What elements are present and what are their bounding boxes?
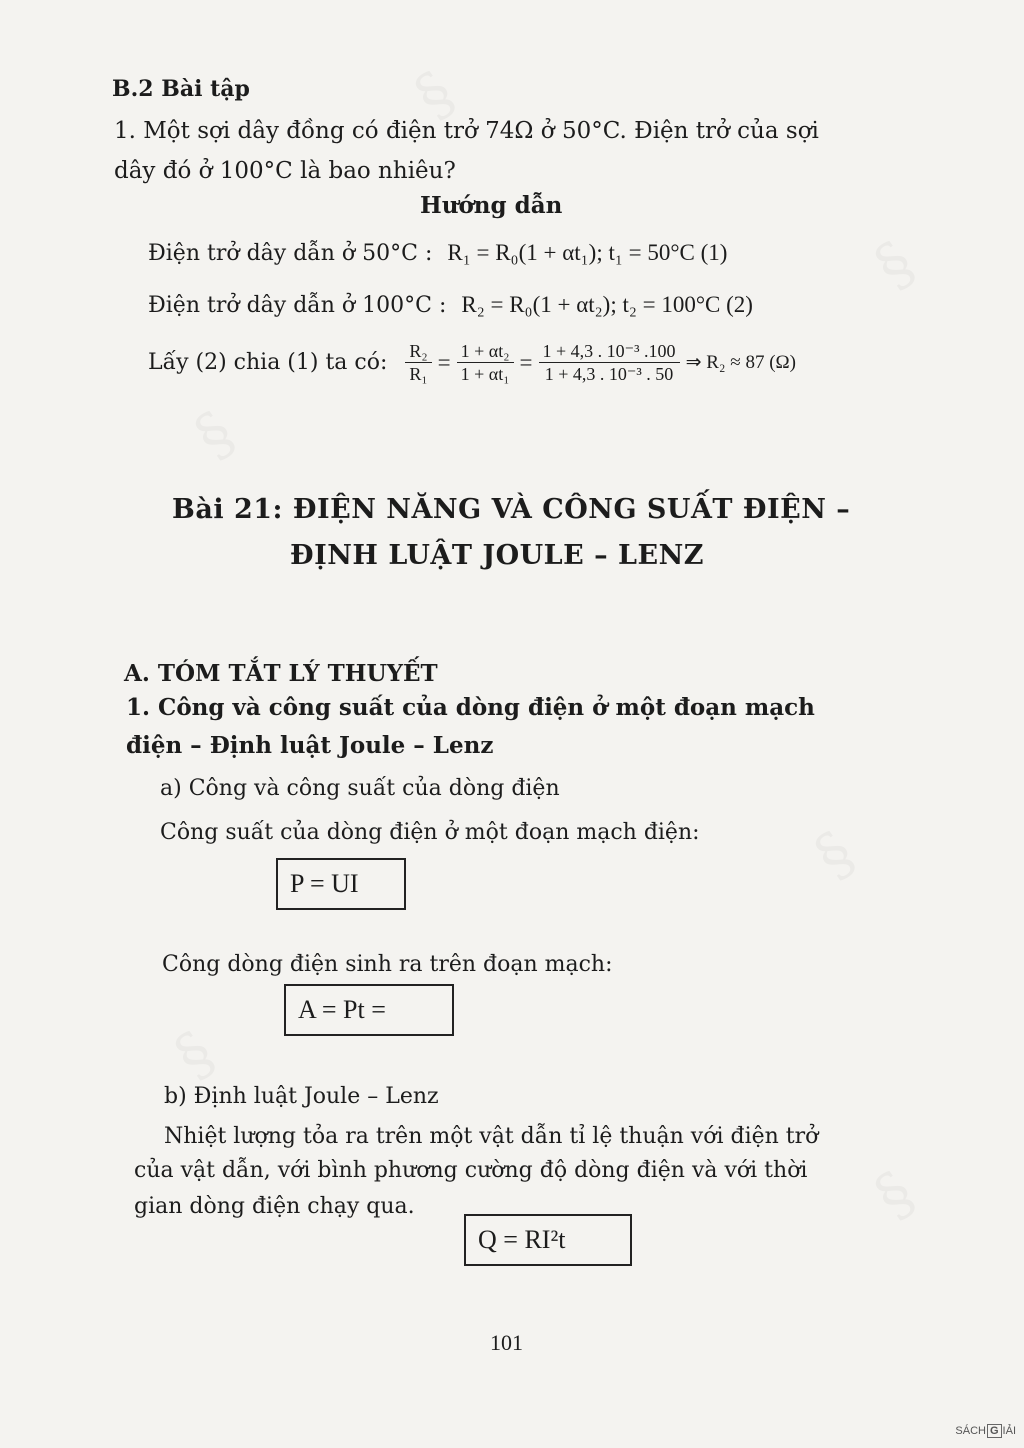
watermark — [183, 398, 248, 473]
page-number: 101 — [490, 1330, 523, 1355]
guide-line-1-text: Điện trở dây dẫn ở 50°C : — [148, 241, 433, 266]
item-b-heading: b) Định luật Joule – Lenz — [164, 1084, 439, 1109]
fraction-r2-r1-denominator: R₁ — [409, 364, 428, 384]
fraction-alpha-numerator: 1 + αt₂ — [457, 340, 514, 363]
joule-text-line-1: Nhiệt lượng tỏa ra trên một vật dẫn tỉ lệ thuận với điện trở — [164, 1124, 819, 1149]
exercise-1-line-1: 1. Một sợi dây đồng có điện trở 74Ω ở 50°C. Điện trở của sợi — [114, 118, 819, 144]
logo-text-left: SÁCH — [955, 1425, 986, 1437]
guide-line-2-text: Điện trở dây dẫn ở 100°C : — [148, 293, 447, 318]
work-formula-box: A = Pt = — [284, 984, 454, 1036]
logo-mark: G — [987, 1424, 1002, 1438]
fraction-numeric — [539, 340, 680, 385]
subsection-1-line-1: 1. Công và công suất của dòng điện ở một đoạn mạch — [126, 694, 815, 721]
guide-line-1-equation: R₁ = R₀(1 + αt₁); t₁ = 50°C (1) — [447, 240, 728, 265]
item-a-heading: a) Công và công suất của dòng điện — [160, 776, 560, 801]
guide-line-1 — [148, 240, 727, 266]
guide-line-2-equation: R₂ = R₀(1 + αt₂); t₂ = 100°C (2) — [461, 292, 753, 317]
watermark — [863, 1158, 928, 1233]
joule-formula-box: Q = RI²t — [464, 1214, 632, 1266]
lesson-title-line-1: Bài 21: ĐIỆN NĂNG VÀ CÔNG SUẤT ĐIỆN – — [172, 494, 851, 525]
fraction-numeric-numerator: 1 + 4,3 . 10⁻³ .100 — [539, 340, 680, 363]
section-a-heading: A. TÓM TẮT LÝ THUYẾT — [124, 660, 438, 687]
fraction-r2-r1-numerator: R₂ — [405, 340, 431, 363]
fraction-numeric-denominator: 1 + 4,3 . 10⁻³ . 50 — [544, 364, 674, 384]
guide-line-3-result: ⇒ R₂ ≈ 87 (Ω) — [685, 352, 796, 373]
logo-text-right: IẢI — [1002, 1425, 1016, 1437]
fraction-r2-r1 — [405, 340, 431, 385]
publisher-logo — [955, 1424, 1016, 1438]
watermark — [863, 228, 928, 303]
work-description: Công dòng điện sinh ra trên đoạn mạch: — [162, 952, 613, 977]
section-b2-heading: B.2 Bài tập — [112, 76, 250, 102]
fraction-alpha — [457, 340, 514, 385]
joule-text-line-3: gian dòng điện chạy qua. — [134, 1194, 415, 1219]
watermark — [803, 818, 868, 893]
guide-line-3: Lấy (2) chia (1) ta có: $\frac{\text{R₂}}{\text{R₁}}$ = $\frac{\text{1 + αt₂}}{\text{1 + αt₁}}$ = $\frac{\text{1 + 4,3 . 10⁻³ .100}}{\text{1 + 4,3 . 10⁻³ . 50}}$ ⇒ R₂ ≈ 87 (Ω) — [148, 341, 796, 384]
guide-line-2 — [148, 292, 753, 318]
exercise-1-line-2: dây đó ở 100°C là bao nhiêu? — [114, 158, 456, 184]
fraction-alpha-denominator: 1 + αt₁ — [460, 364, 510, 384]
guide-line-3-text: Lấy (2) chia (1) ta có: — [148, 350, 388, 375]
guide-title: Hướng dẫn — [420, 192, 563, 219]
joule-text-line-2: của vật dẫn, với bình phương cường độ dòng điện và với thời — [134, 1158, 808, 1183]
subsection-1-line-2: điện – Định luật Joule – Lenz — [126, 732, 494, 759]
power-description: Công suất của dòng điện ở một đoạn mạch điện: — [160, 820, 700, 845]
lesson-title-line-2: ĐỊNH LUẬT JOULE – LENZ — [290, 540, 704, 571]
power-formula-box: P = UI — [276, 858, 406, 910]
watermark — [163, 1018, 228, 1093]
